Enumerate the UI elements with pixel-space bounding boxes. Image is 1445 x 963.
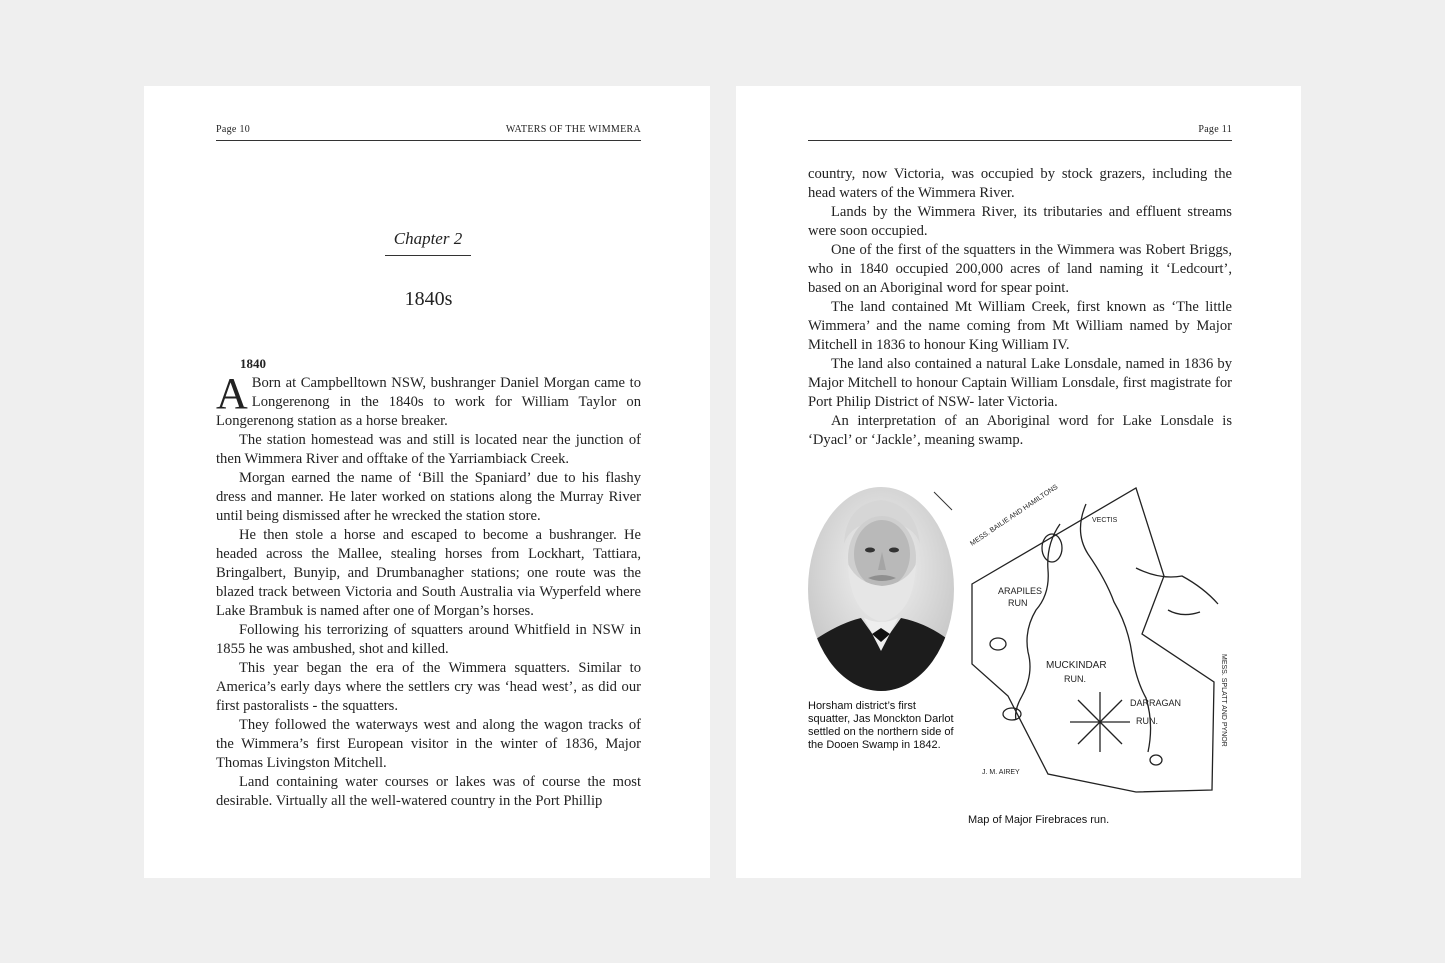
running-head-left: [216, 124, 641, 141]
paragraph: One of the first of the squatters in the Wimmera was Robert Briggs, who in 1840 occupied 200,000 acres of land naming it ‘Ledcourt’, based on an Aboriginal word for spear point.: [808, 242, 1232, 296]
paragraph: The land contained Mt William Creek, first known as ‘The little Wimmera’ and the name coming from Mt William named by Major Mitchell in 1836 to honour King William IV.: [808, 299, 1232, 353]
paragraph: The station homestead was and still is located near the junction of then Wimmera River and offtake of the Yarriambiack Creek.: [216, 432, 641, 467]
map-label-top: MESS. BAILIE AND HAMILTONS: [969, 484, 1060, 548]
paragraph: An interpretation of an Aboriginal word for Lake Lonsdale is ‘Dyacl’ or ‘Jackle’, meaning swamp.: [808, 413, 1232, 448]
chapter-title: Chapter 2: [385, 229, 471, 256]
paragraph: Lands by the Wimmera River, its tributaries and effluent streams were soon occupied.: [808, 204, 1232, 239]
drop-cap: A: [216, 369, 248, 418]
paragraph: country, now Victoria, was occupied by stock grazers, including the head waters of the Wimmera River.: [808, 166, 1232, 201]
book-title: WATERS OF THE WIMMERA: [505, 124, 641, 135]
map-label-right: MESS. SPLATT AND PYNOR: [1220, 654, 1227, 747]
year-subheading: 1840: [240, 356, 266, 371]
paragraph: The land also contained a natural Lake Lonsdale, named in 1836 by Major Mitchell to honour Captain William Lonsdale, first magistrate for Port Philip District of NSW- later Victoria.: [808, 356, 1232, 410]
map-label-run-muckindar: RUN.: [1064, 674, 1086, 684]
section-title: 1840s: [404, 288, 453, 310]
paragraph: Morgan earned the name of ‘Bill the Spaniard’ due to his flashy dress and manner. He later worked on stations along the Murray River until being dismissed after he wrecked the station store.: [216, 470, 641, 524]
map-label-arapiles: ARAPILES: [998, 586, 1043, 596]
map-label-run-arapiles: RUN: [1008, 598, 1028, 608]
right-body-text: [808, 165, 1232, 450]
paragraph: Following his terrorizing of squatters around Whitfield in NSW in 1855 he was ambushed, shot and killed.: [216, 622, 641, 657]
paragraph: Land containing water courses or lakes was of course the most desirable. Virtually all the well-watered country in the Port Phillip: [216, 774, 641, 809]
map-label-darragan: DARRAGAN: [1130, 698, 1182, 708]
paragraph: A Born at Campbelltown NSW, bushranger Daniel Morgan came to Longerenong in the 1840s to work for William Taylor on Longerenong station as a horse breaker.: [216, 369, 641, 429]
map-label-muckindar: MUCKINDAR: [1046, 660, 1107, 671]
paragraph: He then stole a horse and escaped to become a bushranger. He headed across the Mallee, stealing horses from Lockhart, Tattiara, Bringalbert, Bunyip, and Drumbanagher stations; one route was the blazed track between Victoria and South Australia via Wyperfeld where Lake Brambuk is named after one of Morgan’s horses.: [216, 527, 641, 619]
portrait-caption: Horsham district’s first squatter, Jas Monckton Darlot settled on the northern side of the Dooen Swamp in 1842.: [808, 700, 954, 751]
map-label-airey: J. M. AIREY: [982, 769, 1020, 776]
map-illustration: [968, 484, 1230, 800]
left-body-text: [216, 369, 641, 811]
paragraph: They followed the waterways west and along the wagon tracks of the Wimmera’s first European visitor in the winter of 1836, Major Thomas Livingston Mitchell.: [216, 717, 641, 771]
map-label-vectis: VECTIS: [1092, 517, 1118, 524]
portrait-photo: [806, 486, 956, 692]
page-number-right: Page 11: [1198, 124, 1232, 135]
running-head-right: [808, 124, 1232, 141]
map-label-run-darragan: RUN.: [1136, 716, 1158, 726]
page-number-left: Page 10: [216, 124, 251, 135]
paragraph: This year began the era of the Wimmera squatters. Similar to America’s early days where the settlers cry was ‘head west’, as did our first pastoralists - the squatters.: [216, 660, 641, 714]
map-caption: Map of Major Firebraces run.: [968, 814, 1110, 826]
